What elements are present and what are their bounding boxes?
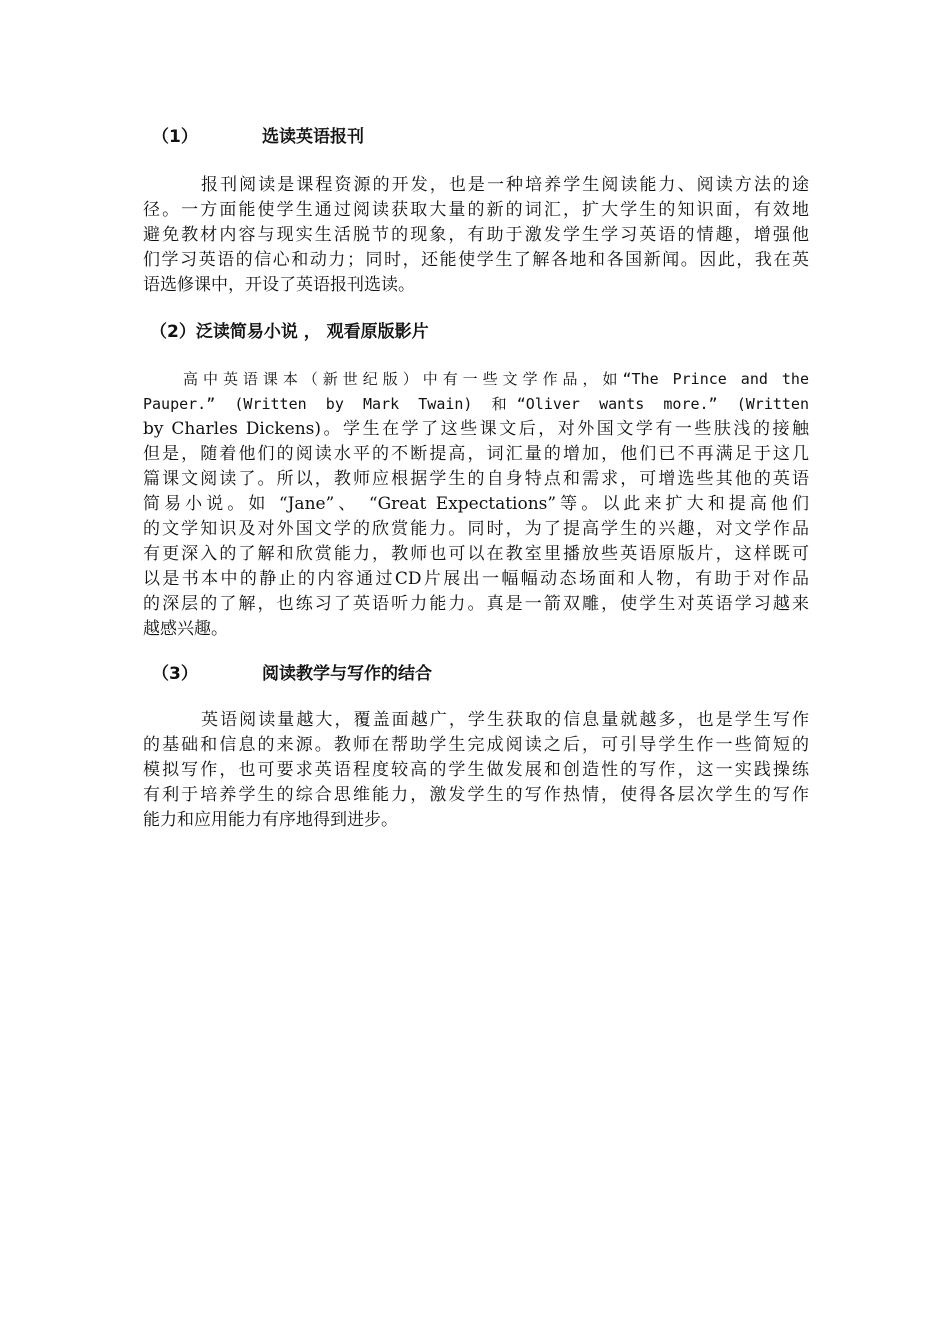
- section-2-title: 泛读简易小说 ， 观看原版影片: [195, 322, 429, 342]
- paragraph-line: 以是书本中的静止的内容通过CD片展出一幅幅动态场面和人物，有助于对作品: [143, 569, 809, 589]
- paragraph-line: 径。一方面能使学生通过阅读获取大量的新的词汇，扩大学生的知识面，有效地: [143, 200, 809, 220]
- paragraph-line: 篇课文阅读了。所以，教师应根据学生的自身特点和需求，可增选些其他的英语: [143, 469, 809, 489]
- section-2-heading: [150, 320, 429, 344]
- section-1-number: （1）: [152, 127, 198, 147]
- section-3-heading: [152, 662, 432, 686]
- paragraph-line: by Charles Dickens)。学生在学了这些课文后，对外国文学有一些肤浅的接触: [143, 419, 809, 439]
- section-1-heading: [152, 125, 364, 149]
- paragraph-line: 有更深入的了解和欣赏能力，教师也可以在教室里播放些英语原版片，这样既可: [143, 544, 809, 564]
- paragraph-line: 越感兴趣。: [143, 619, 228, 639]
- paragraph-line: 的基础和信息的来源。教师在帮助学生完成阅读之后，可引导学生作一些简短的: [143, 735, 809, 755]
- paragraph-line: 报刊阅读是课程资源的开发，也是一种培养学生阅读能力、阅读方法的途: [201, 175, 809, 195]
- paragraph-line: 的文学知识及对外国文学的欣赏能力。同时，为了提高学生的兴趣，对文学作品: [143, 519, 809, 539]
- paragraph-line: 的深层的了解，也练习了英语听力能力。真是一箭双雕，使学生对英语学习越来: [143, 594, 809, 614]
- paragraph-line: 模拟写作，也可要求英语程度较高的学生做发展和创造性的写作，这一实践操练: [143, 760, 809, 780]
- section-3-number: （3）: [152, 664, 198, 684]
- section-3-paragraph: [143, 708, 809, 833]
- section-1-paragraph: [143, 173, 809, 298]
- section-3-title: 阅读教学与写作的结合: [262, 664, 432, 684]
- paragraph-line: 们学习英语的信心和动力；同时，还能使学生了解各地和各国新闻。因此，我在英: [143, 250, 809, 270]
- paragraph-line: 简易小说。如 “Jane”、 “Great Expectations”等。以此来扩大和提高他们: [143, 494, 809, 514]
- paragraph-line: 有利于培养学生的综合思维能力，激发学生的写作热情，使得各层次学生的写作: [143, 785, 809, 805]
- paragraph-line: 英语阅读量越大，覆盖面越广，学生获取的信息量就越多，也是学生写作: [201, 710, 809, 730]
- paragraph-line: 语选修课中，开设了英语报刊选读。: [143, 275, 415, 295]
- paragraph-line: 能力和应用能力有序地得到进步。: [143, 810, 398, 830]
- paragraph-line: 避免教材内容与现实生活脱节的现象，有助于激发学生学习英语的情趣，增强他: [143, 225, 809, 245]
- paragraph-line: 高中英语课本（新世纪版）中有一些文学作品，如“The Prince and the: [183, 370, 809, 388]
- section-2-paragraph: [143, 367, 809, 642]
- section-2-number: （2）: [150, 322, 196, 342]
- section-1-title: 选读英语报刊: [262, 127, 364, 147]
- paragraph-line: 但是，随着他们的阅读水平的不断提高，词汇量的增加，他们已不再满足于这几: [143, 444, 809, 464]
- paragraph-line: Pauper.” (Written by Mark Twain) 和“Oliver wants more.” (Written: [143, 395, 809, 413]
